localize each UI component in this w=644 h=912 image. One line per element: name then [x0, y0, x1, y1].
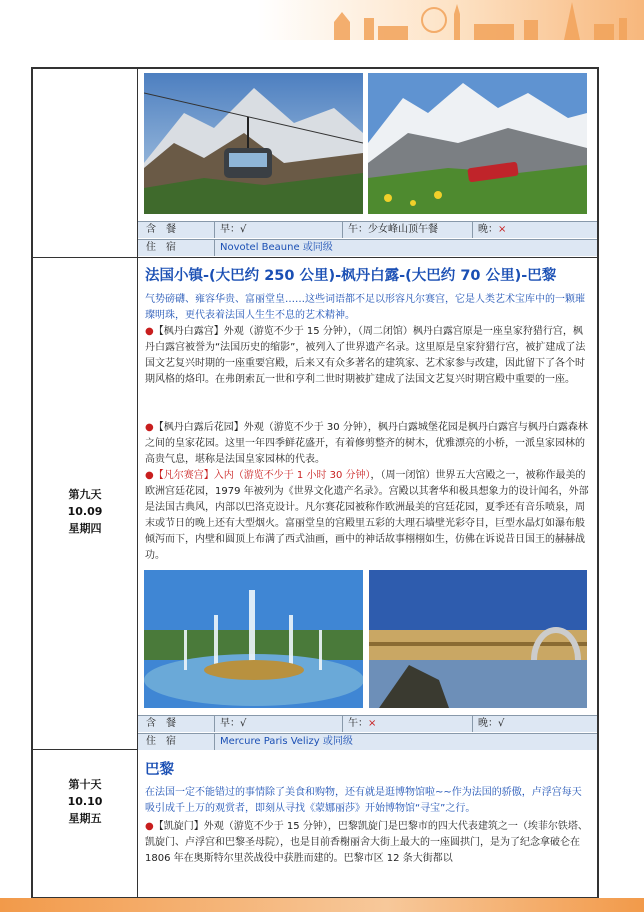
- hotel-label: 住 宿: [146, 242, 176, 253]
- attraction-versailles: [145, 468, 591, 564]
- attraction-text: 外观（游览不少于 15 分钟），（周二闭馆）枫丹白露宫原是一座皇家狩猎行宫，枫丹白露宫被誉为“法国历史的缩影”，被列入了世界遗产名录。这里原是皇家狩猎行宫，被扩建成了法国文艺复兴时期的一座重要宫殿，后来又有众多著名的建筑家、艺术家参与改建，因此留下了各个时期风格的烙印。在弗朗索瓦一世和亨利二世时期被扩建成了法国文艺复兴时期宫殿中重要的一座。: [145, 326, 586, 385]
- day10-title: 巴黎: [145, 762, 174, 778]
- hotel-value: Mercure Paris Velizy 或同级: [220, 736, 353, 747]
- day-number: 第九天: [68, 488, 102, 501]
- attraction-name: 【凡尔赛宫】入内（游览不少于 1 小时 30 分钟）: [153, 470, 371, 481]
- day-date: 10.10: [67, 795, 103, 808]
- attraction-name: 【凯旋门】: [153, 821, 204, 832]
- cable-car-mountain-photo: [144, 73, 363, 214]
- lunch-cell: 午：少女峰山顶午餐: [348, 224, 438, 235]
- day9-intro: 气势磅礴、雍容华贵、富丽堂皇……这些词语都不足以形容凡尔赛宫，它是人类艺术宝库中的一颗璀璨明珠，更代表着法国人生生不息的艺术精神。: [145, 294, 585, 321]
- hotel-row: [138, 239, 597, 256]
- day10-label: [33, 776, 137, 827]
- bullet-icon: ●: [145, 470, 154, 481]
- hotel-value: Novotel Beaune 或同级: [220, 242, 333, 253]
- lunch-cell: [348, 716, 376, 732]
- attraction-text: 外观（游览不少于 15 分钟），巴黎凯旋门是巴黎市的四大代表建筑之一（埃菲尔铁塔、凯旋门、卢浮宫和巴黎圣母院），也是目前香榭丽舍大街上最大的一座圆拱门，是为了纪念拿破仑在 1806 年在奥斯特尔里茨战役中获胜而建的。巴黎市区 12 条大街都以: [145, 821, 588, 864]
- hotel-label: 住 宿: [146, 736, 176, 747]
- day-weekday: 星期四: [68, 522, 102, 535]
- dinner-cell: [478, 222, 506, 238]
- cross-icon: ×: [498, 224, 507, 235]
- bullet-icon: ●: [145, 326, 154, 337]
- versailles-palace-photo: [369, 570, 587, 708]
- day-date: 10.09: [67, 505, 103, 518]
- day9-title: 法国小镇-(大巴约 250 公里)-枫丹白露-(大巴约 70 公里)-巴黎: [145, 268, 557, 284]
- city-skyline-decoration: [314, 0, 644, 40]
- row-divider: [31, 257, 599, 258]
- attraction-text: 外观（游览不少于 30 分钟），枫丹白露城堡花园是枫丹白露宫与枫丹白露森林之间的皇家花园。这里一年四季鲜花盛开，有着修剪整齐的树木，优雅漂亮的小桥，一派皇家园林的高贵气息，堪称是法国皇家园林的代表。: [145, 422, 588, 465]
- attraction-fontainebleau: [145, 324, 591, 388]
- meals-row: [138, 221, 597, 238]
- attraction-fontainebleau-garden: [145, 420, 591, 468]
- cross-icon: ×: [368, 718, 377, 729]
- attraction-name: 【枫丹白露宫】: [153, 326, 224, 337]
- day-weekday: 星期五: [68, 812, 102, 825]
- breakfast-cell: 早：√: [220, 718, 247, 729]
- day10-intro: 在法国一定不能错过的事情除了美食和购物，还有就是逛博物馆啦~~作为法国的骄傲，卢浮宫每天吸引成千上万的观赏者，即刻从寻找《蒙娜丽莎》开始博物馆“寻宝”之行。: [145, 787, 582, 814]
- dinner-label: 晚：: [478, 224, 498, 235]
- attraction-text: ，（周一闭馆）世界五大宫殿之一，被称作最美的欧洲宫廷花园，1979 年被列为《世界文化遗产名录》。宫殿以其奢华和极具想象力的设计闻名，外部是法国古典风，内部以巴洛克设计。凡尔赛花园被称作欧洲最美的宫廷花园，夏季还有音乐喷泉，周末或节日的晚上还有大型烟火。富丽堂皇的宫殿里五彩的大理石墙壁光彩夺目，巨型水晶灯如瀑布般倾泻而下，内壁和圆顶上布满了西式油画，画中的神话故事栩栩如生，仿佛在诉说昔日国王的赫赫战功。: [145, 470, 589, 561]
- bullet-icon: ●: [145, 821, 154, 832]
- day9-label: [33, 486, 137, 537]
- mountain-train-photo: [368, 73, 587, 214]
- bullet-icon: ●: [145, 422, 154, 433]
- footer-banner: [0, 898, 644, 912]
- meals-label: 含 餐: [146, 718, 176, 729]
- attraction-name: 【枫丹白露后花园】: [153, 422, 244, 433]
- hotel-row: [138, 733, 597, 750]
- meals-label: 含 餐: [146, 224, 176, 235]
- column-divider: [137, 67, 138, 899]
- dinner-cell: 晚：√: [478, 718, 505, 729]
- breakfast-cell: 早：√: [220, 224, 247, 235]
- day-number: 第十天: [68, 778, 102, 791]
- lunch-label: 午：: [348, 718, 368, 729]
- header-banner: [0, 0, 644, 40]
- versailles-fountain-photo: [144, 570, 363, 708]
- meals-row: [138, 715, 597, 732]
- attraction-arc-de-triomphe: [145, 819, 591, 867]
